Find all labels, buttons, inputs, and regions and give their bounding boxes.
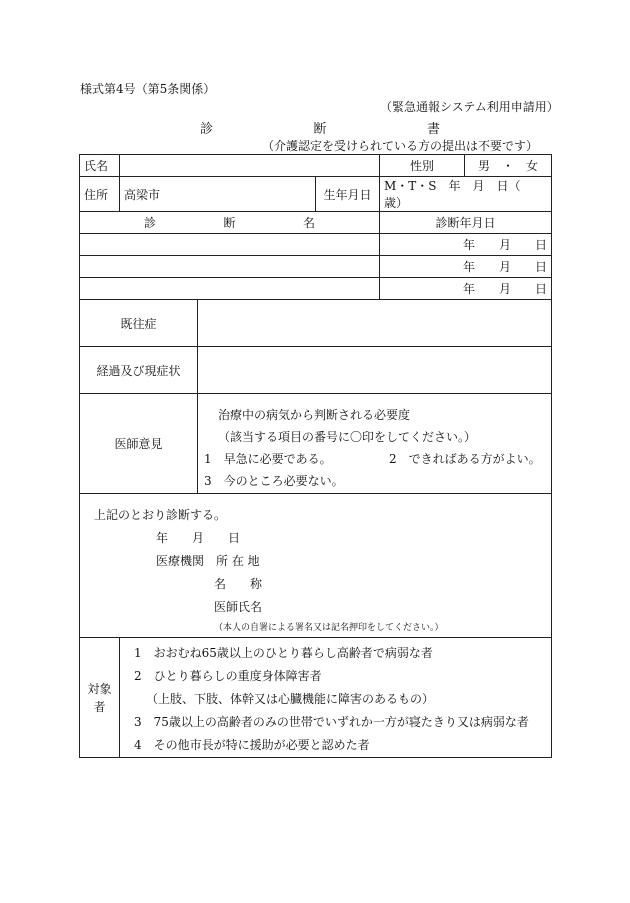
institution-address[interactable]: 医療機関 所 在 地 bbox=[156, 554, 260, 568]
diagnosis-form-table bbox=[79, 154, 552, 758]
certification-block bbox=[80, 494, 552, 638]
title-char-1: 診 bbox=[200, 122, 214, 137]
doctor-opinion-label: 医師意見 bbox=[80, 394, 198, 494]
target-item-2-detail: （上肢、下肢、体幹又は心臓機能に障害のあるもの） bbox=[146, 692, 435, 706]
diagnosis-date-field[interactable]: 年 月 日 bbox=[380, 278, 552, 300]
doctor-opinion-field bbox=[198, 394, 552, 494]
diagnosis-header-char-1: 診 bbox=[144, 216, 157, 230]
certification-row bbox=[80, 494, 552, 638]
past-history-field[interactable] bbox=[198, 300, 552, 347]
targets-row bbox=[80, 638, 552, 758]
opinion-option-2[interactable]: 2 できればある方がよい。 bbox=[389, 452, 541, 466]
diagnosis-header-row bbox=[80, 212, 552, 234]
doctor-opinion-row bbox=[80, 394, 552, 494]
gender-label: 性別 bbox=[380, 155, 465, 177]
target-item-2: 2 ひとり暮らしの重度身体障害者 bbox=[134, 669, 322, 683]
diagnosis-header-char-2: 断 bbox=[223, 216, 236, 230]
name-field[interactable] bbox=[120, 155, 380, 177]
institution-name[interactable]: 名 称 bbox=[214, 577, 263, 591]
address-label: 住所 bbox=[80, 177, 120, 212]
targets-list bbox=[120, 638, 552, 758]
target-item-4: 4 その他市長が特に援助が必要と認めた者 bbox=[134, 738, 370, 752]
signature-note: （本人の自署による署名又は記名押印をしてください。） bbox=[214, 623, 444, 633]
form-number: 様式第4号（第5条関係） bbox=[80, 82, 216, 96]
certification-date[interactable]: 年 月 日 bbox=[156, 531, 241, 545]
opinion-line-1: 治療中の病気から判断される必要度 bbox=[218, 408, 411, 422]
diagnosis-header-char-3: 名 bbox=[302, 216, 315, 230]
certification-statement: 上記のとおり診断する。 bbox=[94, 508, 227, 522]
diagnosis-name-field[interactable] bbox=[80, 278, 380, 300]
diagnosis-row bbox=[80, 234, 552, 256]
targets-label-line-2: 者 bbox=[93, 699, 106, 714]
birth-label: 生年月日 bbox=[316, 177, 380, 212]
birth-field[interactable]: M・T・S 年 月 日（ 歳） bbox=[380, 177, 552, 212]
diagnosis-row bbox=[80, 278, 552, 300]
diagnosis-date-field[interactable]: 年 月 日 bbox=[380, 234, 552, 256]
target-item-1: 1 おおむね65歳以上のひとり暮らし高齢者で病弱な者 bbox=[134, 646, 433, 660]
opinion-option-3[interactable]: 3 今のところ必要ない。 bbox=[204, 474, 344, 488]
progress-row bbox=[80, 347, 552, 394]
submission-note: （介護認定を受けられている方の提出は不要です） bbox=[262, 139, 539, 153]
opinion-line-2: （該当する項目の番号に〇印をしてください。） bbox=[218, 430, 477, 444]
opinion-options-row bbox=[204, 448, 545, 470]
diagnosis-name-header bbox=[80, 212, 380, 234]
progress-label: 経過及び現症状 bbox=[80, 347, 198, 394]
form-title bbox=[200, 118, 440, 137]
diagnosis-name-field[interactable] bbox=[80, 234, 380, 256]
name-label: 氏名 bbox=[80, 155, 120, 177]
address-row bbox=[80, 177, 552, 212]
address-field[interactable]: 高梁市 bbox=[120, 177, 316, 212]
diagnosis-date-field[interactable]: 年 月 日 bbox=[380, 256, 552, 278]
diagnosis-row bbox=[80, 256, 552, 278]
past-history-label: 既往症 bbox=[80, 300, 198, 347]
diagnosis-date-header: 診断年月日 bbox=[380, 212, 552, 234]
targets-label-line-1: 対象 bbox=[87, 681, 112, 696]
past-history-row bbox=[80, 300, 552, 347]
doctor-name[interactable]: 医師氏名 bbox=[214, 600, 263, 614]
gender-options[interactable]: 男 ・ 女 bbox=[465, 155, 552, 177]
diagnosis-name-field[interactable] bbox=[80, 256, 380, 278]
opinion-option-1[interactable]: 1 早急に必要である。 bbox=[204, 452, 332, 466]
progress-field[interactable] bbox=[198, 347, 552, 394]
name-row bbox=[80, 155, 552, 177]
title-char-2: 断 bbox=[313, 122, 327, 137]
title-char-3: 書 bbox=[426, 122, 440, 137]
form-subtitle: （緊急通報システム利用申請用） bbox=[380, 100, 559, 114]
target-item-3: 3 75歳以上の高齢者のみの世帯でいずれか一方が寝たきり又は病弱な者 bbox=[134, 715, 529, 729]
targets-label bbox=[80, 638, 120, 758]
